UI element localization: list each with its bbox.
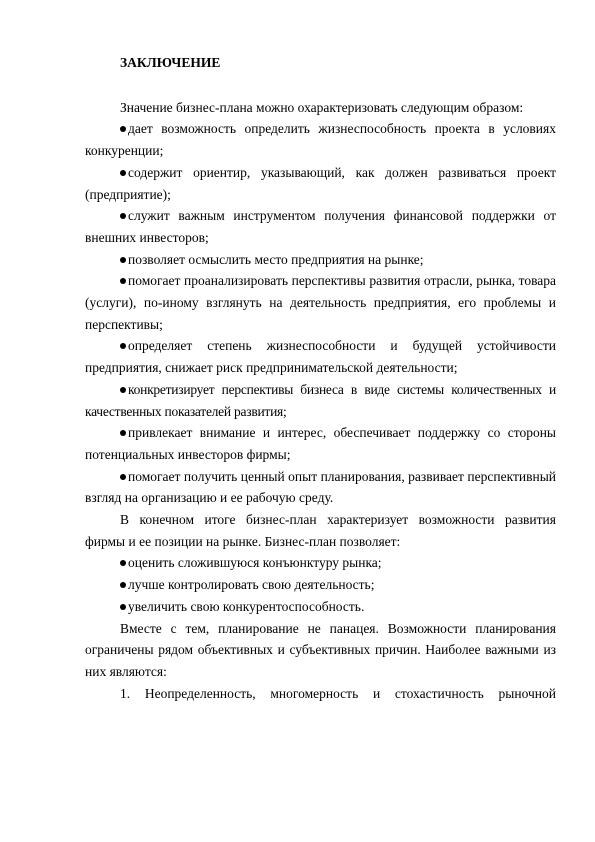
list-item [85, 574, 556, 596]
list-item [85, 335, 556, 378]
list-item [85, 270, 556, 335]
list-item-text: дает возможность определить жизнеспособность проекта в условиях конкуренции; [85, 121, 556, 159]
bullet-icon [120, 213, 126, 219]
list-item-text: определяет степень жизнеспособности и будущей устойчивости предприятия, снижает риск предпринимательской деятельности; [85, 338, 556, 376]
list-item [85, 118, 556, 161]
bullet-icon [120, 430, 126, 436]
summary-paragraph: В конечном итоге бизнес-план характеризует возможности развития фирмы и ее позиции на рынке. Бизнес-план позволяет: [85, 512, 556, 549]
bullet-icon [120, 257, 126, 263]
list-item-text: привлекает внимание и интерес, обеспечивает поддержку со стороны потенциальных инвесторов фирмы; [85, 425, 556, 462]
bullet-icon [120, 343, 126, 349]
document-heading: ЗАКЛЮЧЕНИЕ [120, 55, 221, 70]
list-item [85, 466, 556, 509]
bullet-icon [120, 126, 126, 132]
list-item-text: позволяет осмыслить место предприятия на рынке; [128, 251, 424, 267]
bullet-icon [120, 170, 126, 176]
document-page [85, 52, 556, 704]
list-item-text: помогает проанализировать перспективы развития отрасли, рынка, товара (услуги), по-иному взглянуть на деятельность предприятия, его проблемы и перспективы; [85, 273, 556, 332]
list-item [85, 422, 556, 465]
list-item [85, 249, 556, 271]
list-item [85, 379, 556, 422]
limitations-paragraph: Вместе с тем, планирование не панацея. Возможности планирования ограничены рядом объективных и субъективных причин. Наиболее важными из них являются: [85, 620, 556, 679]
list-item-text: содержит ориентир, указывающий, как должен развиваться проект (предприятие); [85, 164, 556, 202]
list-item-text: оценить сложившуюся конъюнктуру рынка; [128, 555, 382, 571]
list-item-text: служит важным инструментом получения финансовой поддержки от внешних инвесторов; [85, 208, 556, 245]
list-item [85, 162, 556, 205]
list-item-text: помогает получить ценный опыт планирования, развивает перспективный взгляд на организацию и ее рабочую среду. [85, 468, 556, 506]
bullet-icon [120, 604, 126, 610]
bullet-icon [120, 560, 126, 566]
bullet-icon [120, 474, 126, 480]
list-item-text: увеличить свою конкурентоспособность. [128, 598, 365, 614]
bullet-icon [120, 278, 126, 284]
bullet-list-benefits [85, 552, 556, 617]
numbered-item: 1. Неопределенность, многомерность и стохастичность рыночной [120, 685, 556, 701]
list-item-text: лучше контролировать свою деятельность; [128, 577, 375, 593]
list-item [85, 552, 556, 574]
list-item [85, 596, 556, 618]
intro-paragraph: Значение бизнес-плана можно охарактеризовать следующим образом: [120, 99, 524, 115]
list-item-text: конкретизирует перспективы бизнеса в виде системы количественных и качественных показателей развития; [85, 381, 556, 419]
list-item [85, 205, 556, 248]
bullet-icon [120, 387, 126, 393]
bullet-icon [120, 582, 126, 588]
bullet-list-value [85, 118, 556, 509]
